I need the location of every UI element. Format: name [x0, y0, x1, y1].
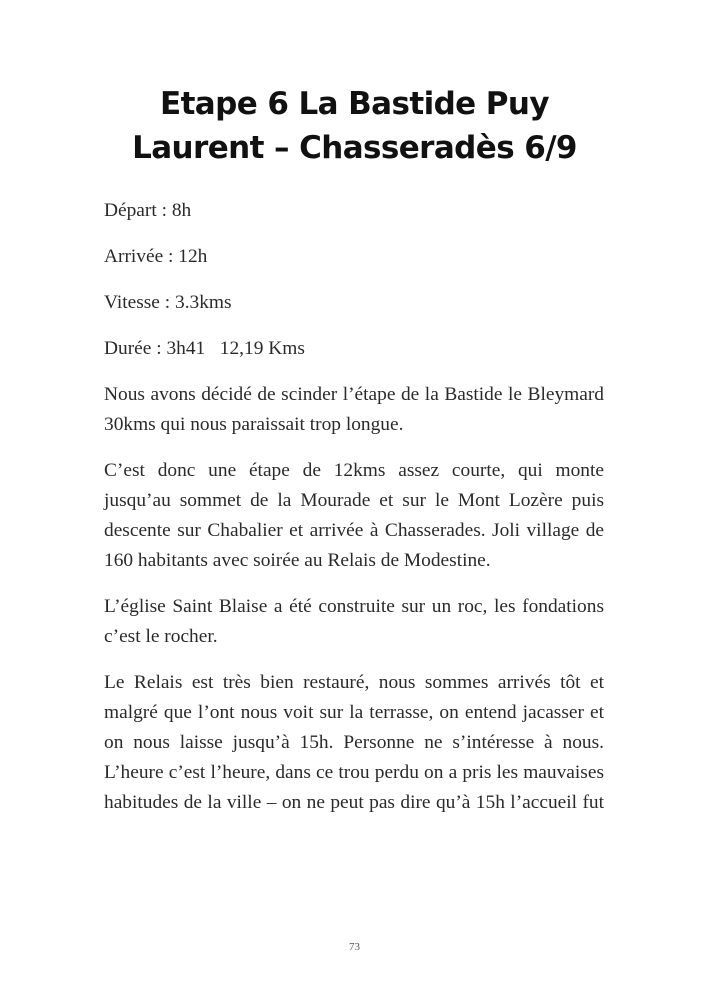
info-arrivee: Arrivée : 12h [104, 246, 208, 267]
body-text [104, 196, 604, 834]
info-depart: Départ : 8h [104, 200, 192, 221]
paragraph: Nous avons décidé de scinder l’étape de la Bastide le Bleymard 30kms qui nous paraissait trop longue. [104, 384, 604, 435]
title-line-1: Etape 6 La Bastide Puy [160, 86, 549, 122]
page-number: 73 [349, 941, 360, 953]
info-vitesse: Vitesse : 3.3kms [104, 292, 232, 313]
paragraph: L’église Saint Blaise a été construite sur un roc, les fondations c’est le rocher. [104, 596, 604, 647]
paragraph: C’est donc une étape de 12kms assez courte, qui monte jusqu’au sommet de la Mourade et sur le Mont Lozère puis descente sur Chabalier et arrivée à Chasserades. Joli village de 160 habitants avec soirée au Relais de Modestine. [104, 460, 604, 571]
page-title [60, 82, 649, 170]
info-duree: Durée : 3h41 12,19 Kms [104, 338, 305, 359]
title-line-2: Laurent – Chasseradès 6/9 [132, 130, 577, 166]
paragraph: Le Relais est très bien restauré, nous sommes arrivés tôt et malgré que l’ont nous voit sur la terrasse, on entend jacasser et on nous laisse jusqu’à 15h. Personne ne s’intéresse à nous. L’heure c’est l’heure, dans ce trou perdu on a pris les mauvaises habitudes de la ville – on ne peut pas dire qu’à 15h l’accueil fut [104, 672, 604, 813]
